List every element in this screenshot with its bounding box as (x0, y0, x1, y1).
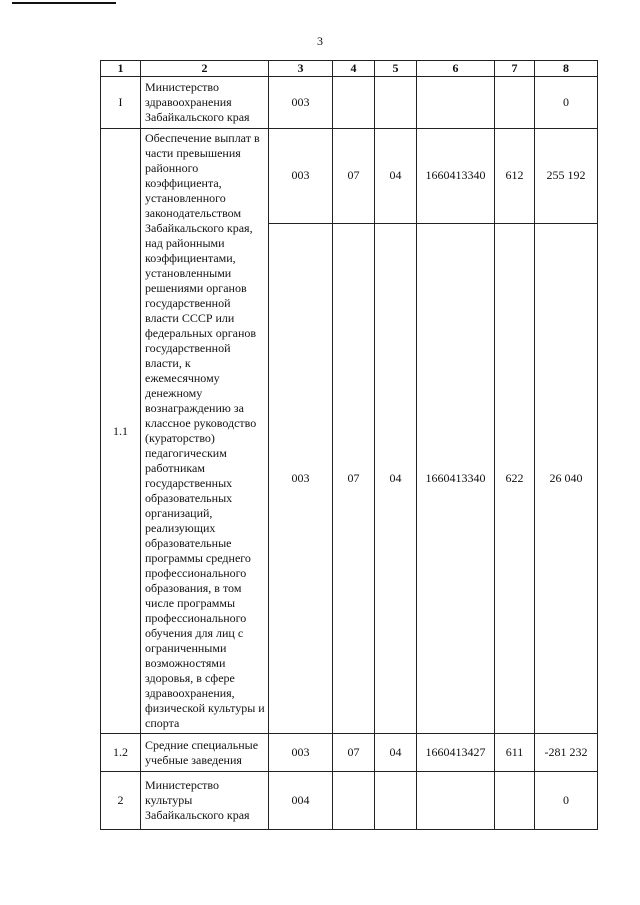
cell-col8: 26 040 (535, 223, 598, 733)
col-header-4: 4 (333, 61, 375, 77)
cell-col8: 0 (535, 772, 598, 830)
cell-col3: 003 (269, 223, 333, 733)
row-name: Министерство культуры Забайкальского края (141, 772, 269, 830)
cell-col7 (495, 772, 535, 830)
table-row (101, 772, 598, 830)
row-name: Обеспечение выплат в части превышения районного коэффициента, установленного законодательством Забайкальского края, над районными коэффициентами, установленными решениями органов государственной власти СССР или федеральных органов государственной власти, к ежемесячному денежному вознаграждению за классное руководство (кураторство) педагогическим работникам государственных образовательных организаций, реализующих образовательные программы среднего профессионального образования, в том числе программы профессионального обучения для лиц с ограниченными возможностями здоровья, в сфере здравоохранения, физической культуры и спорта (141, 129, 269, 734)
cell-col6 (417, 772, 495, 830)
row-number: 1.2 (101, 734, 141, 772)
col-header-7: 7 (495, 61, 535, 77)
cell-col8: -281 232 (535, 734, 598, 772)
col-header-3: 3 (269, 61, 333, 77)
cell-col5 (375, 772, 417, 830)
cell-col7: 622 (495, 223, 535, 733)
cell-col5: 04 (375, 129, 417, 224)
cell-col3: 003 (269, 734, 333, 772)
cell-col6: 1660413427 (417, 734, 495, 772)
cell-col4 (333, 772, 375, 830)
row-number: 2 (101, 772, 141, 830)
budget-table (100, 60, 598, 830)
cell-col3: 004 (269, 772, 333, 830)
cell-col8: 0 (535, 77, 598, 129)
table-row (101, 734, 598, 772)
cell-col6 (417, 77, 495, 129)
cell-col3: 003 (269, 77, 333, 129)
col-header-2: 2 (141, 61, 269, 77)
cell-col4: 07 (333, 734, 375, 772)
cell-col4: 07 (333, 223, 375, 733)
row-name: Министерство здравоохранения Забайкальского края (141, 77, 269, 129)
table-row (101, 129, 598, 224)
cell-col5 (375, 77, 417, 129)
cell-col6: 1660413340 (417, 129, 495, 224)
table-row (101, 77, 598, 129)
col-header-6: 6 (417, 61, 495, 77)
page-number: 3 (317, 34, 323, 48)
cell-col5: 04 (375, 734, 417, 772)
col-header-1: 1 (101, 61, 141, 77)
cell-col7: 612 (495, 129, 535, 224)
cell-col3: 003 (269, 129, 333, 224)
row-number: I (101, 77, 141, 129)
row-name: Средние специальные учебные заведения (141, 734, 269, 772)
header-row (101, 61, 598, 77)
cell-col7: 611 (495, 734, 535, 772)
cell-col5: 04 (375, 223, 417, 733)
cell-col4 (333, 77, 375, 129)
col-header-5: 5 (375, 61, 417, 77)
top-rule (12, 2, 116, 4)
cell-col6: 1660413340 (417, 223, 495, 733)
cell-col8: 255 192 (535, 129, 598, 224)
cell-col4: 07 (333, 129, 375, 224)
cell-col7 (495, 77, 535, 129)
row-number: 1.1 (101, 129, 141, 734)
col-header-8: 8 (535, 61, 598, 77)
